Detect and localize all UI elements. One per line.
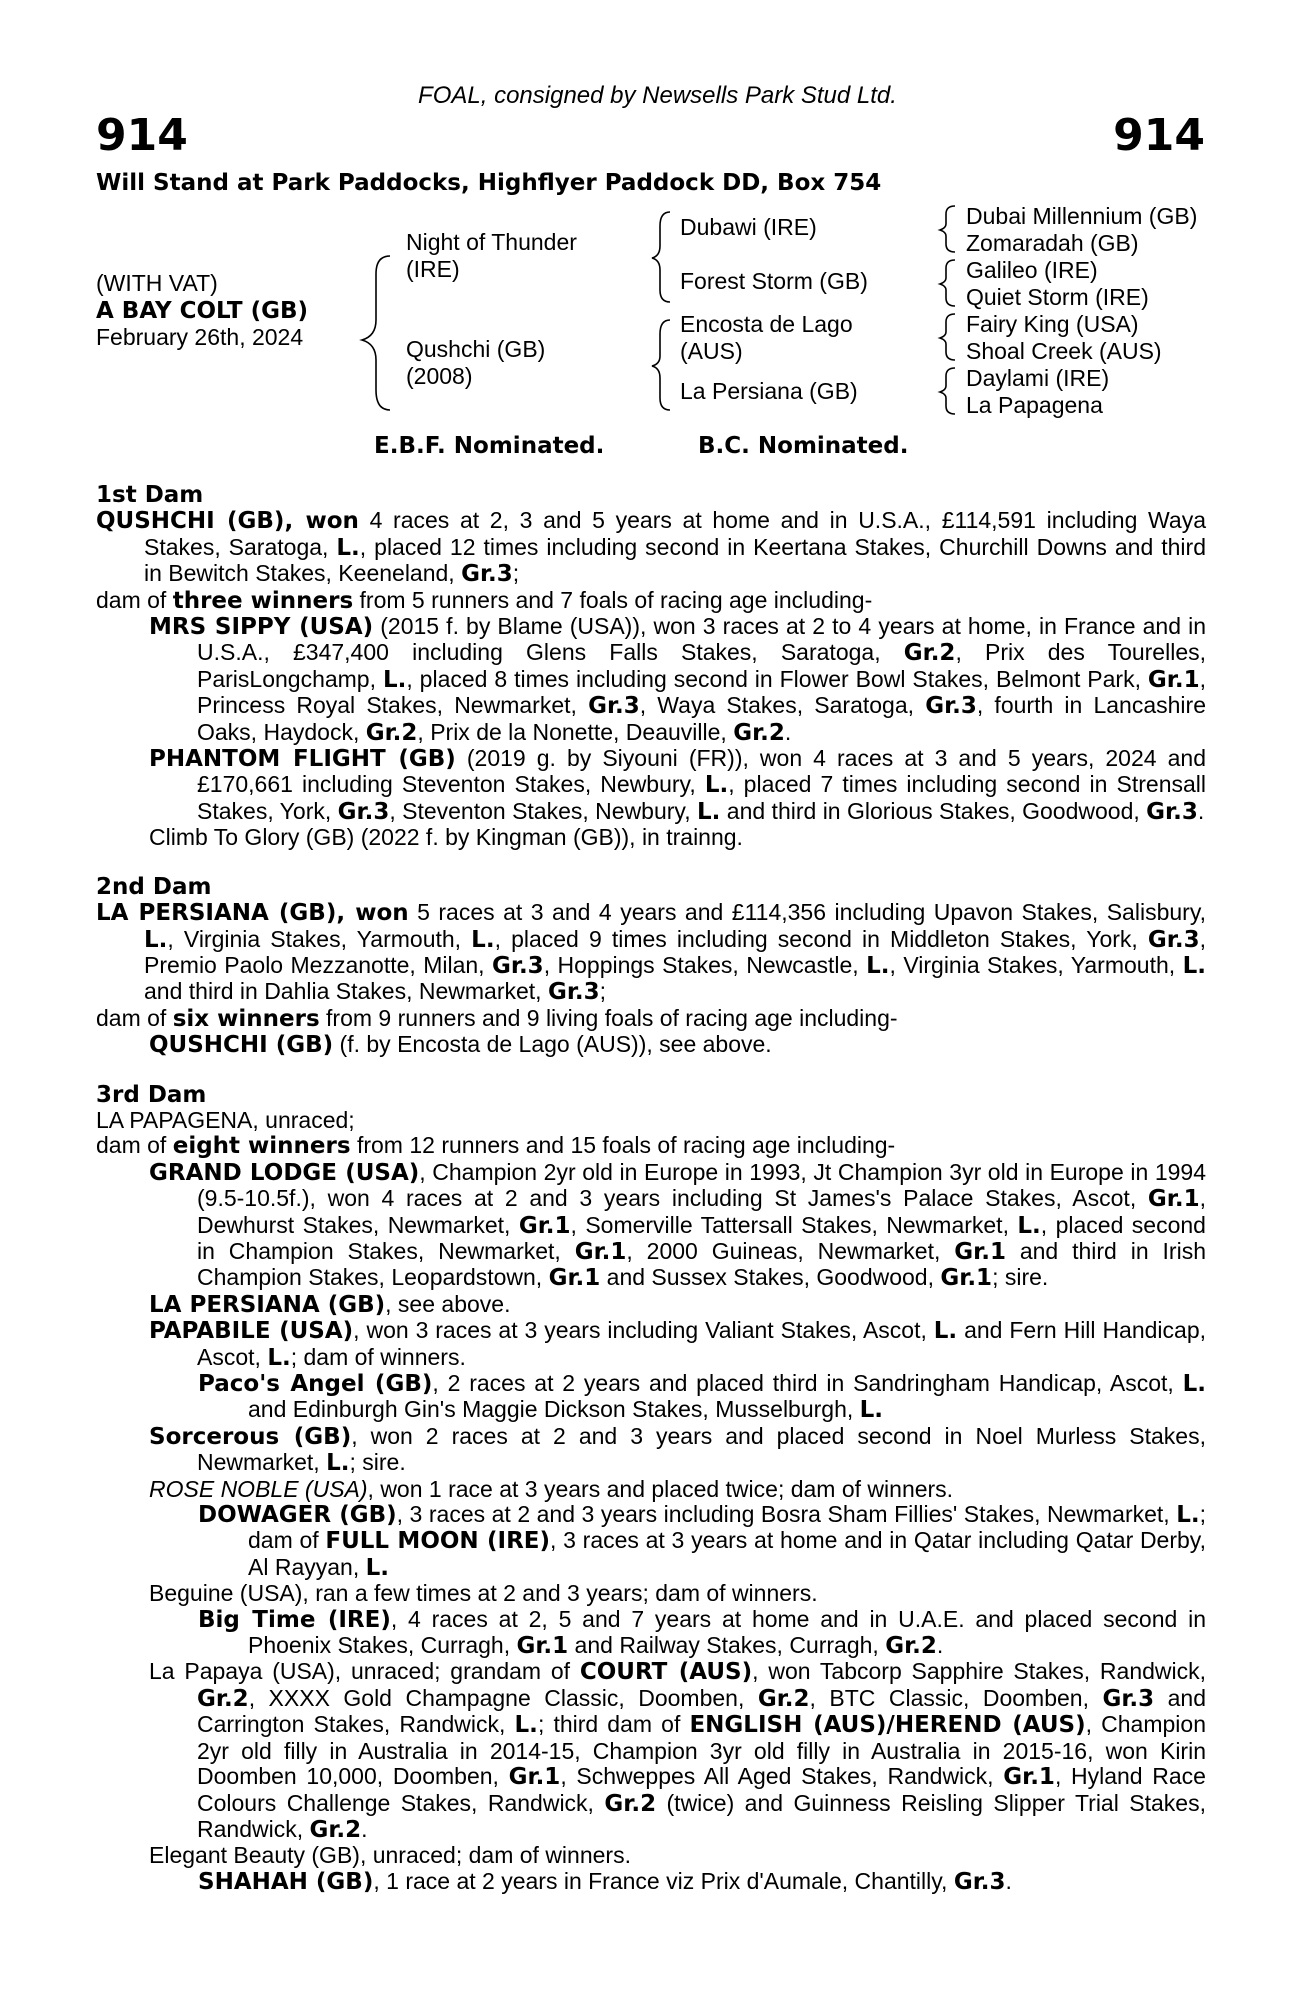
race-text: and Carrington Stakes, Randwick,	[197, 1684, 1206, 1738]
race-text: , Steventon Stakes, Newbury,	[389, 797, 697, 824]
race-text: , won 2 races at 2 and 3 years and placed second in Noel Murless Stakes, Newmarket,	[197, 1422, 1206, 1476]
horse-name: FULL MOON (IRE)	[325, 1528, 551, 1555]
grade-mark: Gr.2	[604, 1790, 657, 1817]
brace-g3-2	[940, 260, 955, 306]
race-text: , Virginia Stakes, Yarmouth,	[889, 951, 1183, 978]
produce-entry	[96, 1607, 1206, 1660]
grade-mark: Gr.3	[1102, 1685, 1155, 1712]
stand-line: Will Stand at Park Paddocks, Highflyer Paddock DD, Box 754	[96, 170, 882, 196]
produce-entry	[96, 1502, 1206, 1581]
race-text: .	[361, 1815, 368, 1842]
grade-mark: Gr.2	[757, 1685, 810, 1712]
listed-mark: L.	[704, 772, 729, 799]
grade-mark: Gr.1	[508, 1764, 561, 1791]
race-text: 4 races at 2, 3 and 5 years at home and in U.S.A., £114,591 including Waya Stakes, Saratoga,	[144, 507, 1206, 560]
produce-entry	[96, 1659, 1206, 1843]
winners-count: six winners	[172, 1005, 320, 1032]
third-dam-heading: 3rd Dam	[96, 1081, 207, 1108]
race-text: , won Tabcorp Sapphire Stakes, Randwick,	[752, 1658, 1207, 1685]
sire-country: (IRE)	[406, 256, 460, 282]
race-text: , 3 races at 2 and 3 years including Bosra Sham Fillies' Stakes, Newmarket,	[396, 1501, 1177, 1528]
race-text: , Prix de la Nonette, Deauville,	[417, 718, 734, 745]
ebf-nomination: E.B.F. Nominated.	[374, 433, 605, 459]
race-text: , Waya Stakes, Saratoga,	[639, 692, 926, 719]
listed-mark: L.	[1182, 1371, 1206, 1397]
race-text: and Edinburgh Gin's Maggie Dickson Stakes, Musselburgh,	[248, 1396, 860, 1423]
horse-name: ROSE NOBLE (USA)	[149, 1475, 368, 1502]
race-text: , 1 race at 2 years in France viz Prix d'Aumale, Chantilly,	[373, 1867, 954, 1894]
listed-mark: L.	[336, 534, 360, 561]
race-text: , placed second in Champion Stakes, Newmarket,	[197, 1211, 1206, 1264]
winners-count: eight winners	[172, 1133, 351, 1160]
race-text: ; sire.	[992, 1264, 1049, 1291]
race-text: , 2 races at 2 years and placed third in Sandringham Handicap, Ascot,	[432, 1370, 1183, 1396]
horse-name: GRAND LODGE (USA)	[149, 1159, 420, 1186]
listed-mark: L.	[697, 798, 721, 825]
horse-name: Sorcerous (GB)	[149, 1423, 352, 1450]
race-text: , Somerville Tattersall Stakes, Newmarket,	[570, 1211, 1018, 1238]
grade-mark: Gr.3	[953, 1868, 1006, 1895]
first-dam-produce-summary	[96, 588, 1206, 614]
produce-entry	[96, 1032, 1206, 1058]
race-text: , Schweppes All Aged Stakes, Randwick,	[560, 1763, 1004, 1790]
listed-mark: L.	[382, 666, 407, 693]
horse-name: LA PERSIANA (GB)	[96, 900, 337, 927]
dam-sire-name: Encosta de Lago	[680, 311, 853, 337]
horse-name: Paco's Angel (GB)	[198, 1371, 433, 1397]
race-text: ; dam of winners.	[290, 1343, 466, 1370]
listed-mark: L.	[1176, 1502, 1200, 1529]
race-text: .	[1197, 797, 1205, 824]
grade-mark: Gr.3	[461, 561, 513, 588]
horse-name: Big Time (IRE)	[198, 1606, 391, 1633]
grade-mark: Gr.3	[547, 979, 600, 1006]
grade-mark: Gr.1	[548, 1265, 601, 1292]
race-text: , Champion 2yr old filly in Australia in 2014-15, Champion 3yr old filly in Australia in 2015-16, won Kirin Doomben 10,000, Doomben,	[197, 1711, 1206, 1790]
produce-entry	[96, 1371, 1206, 1424]
race-text: , BTC Classic, Doomben,	[809, 1684, 1103, 1711]
race-text: , Dewhurst Stakes, Newmarket,	[197, 1185, 1206, 1238]
grade-mark: Gr.3	[588, 693, 640, 720]
bc-nomination: B.C. Nominated.	[698, 433, 909, 459]
race-text: , Premio Paolo Mezzanotte, Milan,	[144, 925, 1206, 978]
race-text: , Virginia Stakes, Yarmouth,	[167, 925, 472, 952]
grade-mark: Gr.3	[337, 798, 390, 825]
race-text: , see above.	[385, 1290, 511, 1317]
lot-number-right: 914	[1113, 110, 1205, 161]
horse-name: QUSHCHI (GB)	[149, 1032, 334, 1059]
g3-ancestor: Shoal Creek (AUS)	[966, 338, 1162, 364]
grade-mark: Gr.2	[365, 719, 418, 746]
race-text: , 4 races at 2, 5 and 7 years at home and in U.A.E. and placed second in Phoenix Stakes, Curragh,	[248, 1605, 1206, 1659]
summary-text: from 9 runners and 9 living foals of racing age including-	[319, 1004, 898, 1031]
vat-note: (WITH VAT)	[96, 270, 218, 296]
brace-g3-3	[940, 314, 955, 360]
race-text: .	[784, 718, 792, 745]
produce-entry	[96, 1477, 1206, 1502]
produce-entry: Beguine (USA), ran a few times at 2 and 3 years; dam of winners.	[149, 1580, 818, 1607]
summary-text: dam of	[96, 586, 173, 613]
grade-mark: Gr.3	[1147, 926, 1200, 953]
race-text: and Fern Hill Handicap, Ascot,	[197, 1317, 1207, 1370]
horse-name: PAPABILE (USA)	[149, 1318, 354, 1345]
listed-mark: L.	[859, 1397, 884, 1424]
grade-mark: Gr.3	[492, 952, 544, 979]
horse-name: MRS SIPPY (USA)	[149, 614, 374, 641]
race-text: , XXXX Gold Champagne Classic, Doomben,	[248, 1684, 758, 1711]
grade-mark: Gr.1	[1147, 1186, 1200, 1213]
race-text: , Prix des Tourelles, ParisLongchamp,	[197, 639, 1207, 692]
second-dam-heading: 2nd Dam	[96, 873, 212, 900]
race-text: , 3 races at 3 years at home and in Qatar including Qatar Derby, Al Rayyan,	[248, 1527, 1206, 1580]
race-text: , placed 7 times including second in Strensall Stakes, York,	[197, 771, 1206, 824]
race-text: , Hoppings Stakes, Newcastle,	[543, 951, 867, 978]
g3-ancestor: Zomaradah (GB)	[966, 230, 1139, 256]
horse-name: DOWAGER (GB)	[198, 1502, 397, 1529]
produce-entry	[96, 1292, 1206, 1318]
horse-name: PHANTOM FLIGHT (GB)	[149, 746, 456, 773]
summary-text: dam of	[96, 1004, 173, 1031]
sire-sire: Dubawi (IRE)	[680, 214, 817, 240]
second-dam-produce-summary	[96, 1006, 1206, 1032]
race-text: (2019 g. by Siyouni (FR)), won 4 races at 3 and 5 years, 2024 and £170,661 including Steventon Stakes, Newbury,	[197, 745, 1206, 798]
grade-mark: Gr.2	[903, 640, 956, 667]
grade-mark: Gr.2	[309, 1816, 362, 1843]
horse-name: LA PERSIANA (GB)	[149, 1291, 386, 1318]
first-dam-record	[96, 508, 1206, 587]
grade-mark: Gr.1	[574, 1238, 627, 1265]
race-text: , won 1 race at 3 years and placed twice; dam of winners.	[367, 1475, 954, 1502]
first-dam-heading: 1st Dam	[96, 482, 204, 508]
race-text: , Champion 2yr old in Europe in 1993, Jt Champion 3yr old in Europe in 1994 (9.5-10.5f.), won 4 races at 2 and 3 years including St James's Palace Stakes, Ascot,	[197, 1158, 1206, 1212]
produce-entry: Elegant Beauty (GB), unraced; dam of winners.	[149, 1842, 631, 1869]
horse-name: COURT (AUS)	[579, 1659, 753, 1686]
summary-text: dam of	[96, 1132, 173, 1159]
race-text: , placed 9 times including second in Middleton Stakes, York,	[494, 925, 1148, 952]
produce-entry: Climb To Glory (GB) (2022 f. by Kingman (GB)), in trainng.	[149, 824, 743, 851]
race-text: ;	[512, 560, 520, 587]
grade-mark: Gr.3	[1146, 798, 1198, 825]
listed-mark: L.	[514, 1712, 538, 1739]
listed-mark: L.	[471, 926, 495, 953]
dam-sire-country: (AUS)	[680, 338, 743, 364]
horse-name: A BAY COLT (GB)	[96, 298, 309, 324]
listed-mark: L.	[933, 1318, 958, 1345]
lot-number-left: 914	[96, 110, 188, 161]
race-text: , placed 8 times including second in Flower Bowl Stakes, Belmont Park,	[406, 665, 1148, 692]
dam-name: Qushchi (GB)	[406, 336, 546, 362]
second-dam-record	[96, 900, 1206, 1006]
race-text: La Papaya (USA), unraced; grandam of	[149, 1658, 580, 1685]
listed-mark: L.	[144, 926, 168, 953]
listed-mark: L.	[866, 952, 890, 979]
third-dam-record: LA PAPAGENA, unraced;	[96, 1106, 355, 1133]
race-text: .	[936, 1632, 944, 1659]
horse-name: ENGLISH (AUS)/HEREND (AUS)	[689, 1712, 1086, 1739]
grade-mark: Gr.1	[954, 1238, 1006, 1265]
g3-ancestor: Daylami (IRE)	[966, 365, 1110, 391]
produce-entry	[96, 1160, 1206, 1292]
grade-mark: Gr.1	[940, 1265, 993, 1292]
race-text: .	[1005, 1867, 1012, 1894]
produce-entry	[96, 1869, 1206, 1895]
race-text: , fourth in Lancashire Oaks, Haydock,	[197, 692, 1206, 745]
grade-mark: Gr.1	[518, 1212, 571, 1239]
won-label: , won	[336, 900, 409, 927]
race-text: ; sire.	[349, 1449, 406, 1476]
produce-entry	[96, 746, 1206, 825]
race-text: and Railway Stakes, Curragh,	[568, 1632, 886, 1659]
race-text: , placed 12 times including second in Keertana Stakes, Churchill Downs and third in Bewitch Stakes, Keeneland,	[144, 533, 1206, 587]
brace-sire	[652, 212, 670, 302]
grade-mark: Gr.1	[1003, 1764, 1055, 1791]
grade-mark: Gr.1	[1147, 666, 1200, 693]
grade-mark: Gr.2	[197, 1685, 249, 1712]
dam-dam: La Persiana (GB)	[680, 378, 858, 404]
listed-mark: L.	[365, 1554, 390, 1581]
consignor-line: FOAL, consigned by Newsells Park Stud Ltd.	[418, 82, 897, 109]
foaled-date: February 26th, 2024	[96, 324, 304, 350]
winners-count: three winners	[172, 587, 354, 614]
sire-dam: Forest Storm (GB)	[680, 268, 868, 294]
race-text: , 2000 Guineas, Newmarket,	[626, 1237, 955, 1264]
catalogue-body	[96, 483, 1206, 1895]
dam-year: (2008)	[406, 363, 473, 389]
grade-mark: Gr.2	[733, 719, 785, 746]
race-text: 5 races at 3 and 4 years and £114,356 including Upavon Stakes, Salisbury,	[408, 899, 1206, 926]
brace-g3-4	[940, 368, 955, 414]
race-text: and third in Dahlia Stakes, Newmarket,	[144, 978, 548, 1005]
grade-mark: Gr.1	[516, 1633, 569, 1660]
brace-g3-1	[940, 206, 955, 252]
horse-name: SHAHAH (GB)	[198, 1868, 374, 1895]
grade-mark: Gr.3	[925, 693, 977, 720]
grade-mark: Gr.2	[885, 1633, 937, 1660]
g3-ancestor: La Papagena	[966, 392, 1103, 418]
race-text: and Sussex Stakes, Goodwood,	[600, 1264, 941, 1291]
race-text: (twice) and Guinness Reisling Slipper Trial Stakes, Randwick,	[197, 1789, 1206, 1842]
race-text: ; dam of	[248, 1501, 1206, 1554]
produce-entry	[96, 614, 1206, 746]
race-text: , Princess Royal Stakes, Newmarket,	[197, 665, 1206, 719]
g3-ancestor: Fairy King (USA)	[966, 311, 1139, 337]
race-text: ; third dam of	[537, 1711, 690, 1738]
listed-mark: L.	[267, 1344, 291, 1371]
race-text: ;	[599, 978, 607, 1005]
brace-gen1	[362, 256, 390, 410]
listed-mark: L.	[1017, 1212, 1041, 1239]
horse-name: QUSHCHI (GB)	[96, 508, 285, 535]
race-text: and third in Irish Champion Stakes, Leopardstown,	[197, 1237, 1206, 1291]
listed-mark: L.	[326, 1450, 350, 1477]
g3-ancestor: Galileo (IRE)	[966, 257, 1098, 283]
produce-entry	[96, 1318, 1206, 1371]
summary-text: from 12 runners and 15 foals of racing age including-	[350, 1132, 896, 1159]
summary-text: from 5 runners and 7 foals of racing age including-	[353, 586, 873, 613]
race-text: (2015 f. by Blame (USA)), won 3 races at 2 to 4 years at home, in France and in U.S.A., £347,400 including Glens Falls Stakes, Saratoga,	[197, 613, 1207, 666]
race-text: , won 3 races at 3 years including Valiant Stakes, Ascot,	[353, 1317, 934, 1344]
g3-ancestor: Quiet Storm (IRE)	[966, 284, 1149, 310]
won-label: , won	[284, 508, 359, 535]
third-dam-produce-summary	[96, 1133, 1206, 1159]
listed-mark: L.	[1182, 952, 1206, 979]
sire-name: Night of Thunder	[406, 229, 577, 255]
produce-entry	[96, 1424, 1206, 1477]
g3-ancestor: Dubai Millennium (GB)	[966, 203, 1198, 229]
brace-dam	[652, 320, 670, 410]
race-text: , Hyland Race Colours Challenge Stakes, Randwick,	[197, 1763, 1206, 1816]
race-text: (f. by Encosta de Lago (AUS)), see above.	[333, 1031, 772, 1058]
race-text: and third in Glorious Stakes, Goodwood,	[720, 797, 1147, 824]
